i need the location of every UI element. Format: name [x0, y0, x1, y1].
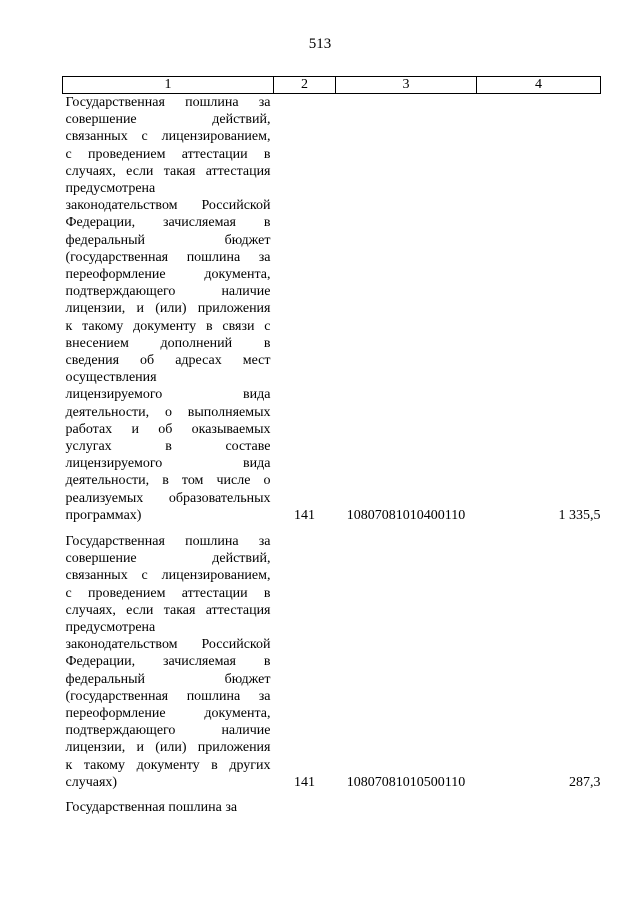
description-line: федеральный бюджет	[65, 671, 271, 687]
column-header-4: 4	[477, 77, 601, 94]
description-line: переоформление документа,	[65, 267, 271, 283]
description-line: внесением дополнений в	[65, 335, 271, 351]
table-row	[63, 524, 601, 791]
column-header-2: 2	[274, 77, 336, 94]
description-line: к такому документу в других	[65, 757, 271, 773]
description-line: лицензируемого вида	[65, 387, 271, 403]
column-header-1: 1	[63, 77, 274, 94]
description-line: законодательством Российской	[65, 198, 271, 214]
table-row	[63, 94, 601, 525]
description-line: реализуемых образовательных	[65, 490, 271, 506]
description-line: сведения об адресах мест	[65, 353, 271, 369]
description-line: Федерации, зачисляемая в	[65, 654, 271, 670]
description-line: Государственная пошлина за	[65, 534, 271, 550]
row-admin-code: 141	[294, 507, 315, 523]
table-header-row	[63, 77, 601, 94]
row-amount	[477, 791, 601, 816]
description-line: предусмотрена	[65, 620, 156, 636]
row-admin-code	[274, 791, 336, 816]
description-line: услугах в составе	[65, 439, 271, 455]
description-line: осуществления	[65, 370, 157, 386]
description-line: лицензируемого вида	[65, 456, 271, 472]
row-description	[63, 94, 274, 525]
description-line: законодательством Российской	[65, 637, 271, 653]
row-kbk-code: 10807081010500110	[346, 774, 466, 790]
table-row	[63, 791, 601, 816]
description-line: случаях, если такая аттестация	[65, 602, 271, 618]
description-line: деятельности, о выполняемых	[65, 404, 271, 420]
description-line: деятельности, в том числе о	[65, 473, 271, 489]
description-line: совершение действий,	[65, 551, 271, 567]
row-description	[63, 791, 274, 816]
description-line: (государственная пошлина за	[65, 249, 271, 265]
description-line: работах и об оказываемых	[65, 421, 271, 437]
description-line: Государственная пошлина за	[65, 95, 271, 110]
budget-table	[62, 76, 601, 816]
description-line: совершение действий,	[65, 112, 271, 128]
row-admin-code: 141	[294, 774, 315, 790]
description-line: предусмотрена	[65, 181, 156, 197]
description-line: Федерации, зачисляемая в	[65, 215, 271, 231]
description-line: (государственная пошлина за	[65, 688, 271, 704]
description-line: лицензии, и (или) приложения	[65, 740, 271, 756]
description-line: лицензии, и (или) приложения	[65, 301, 271, 317]
row-amount: 287,3	[569, 774, 601, 790]
description-line: Государственная пошлина за	[65, 800, 238, 816]
description-line: с проведением аттестации в	[65, 146, 271, 162]
description-line: к такому документу в связи с	[65, 318, 271, 334]
row-kbk-code: 10807081010400110	[346, 507, 466, 523]
description-line: случаях, если такая аттестация	[65, 163, 271, 179]
description-line: с проведением аттестации в	[65, 585, 271, 601]
page-number: 513	[308, 36, 332, 52]
description-line: федеральный бюджет	[65, 232, 271, 248]
description-line: подтверждающего наличие	[65, 284, 271, 300]
row-amount: 1 335,5	[558, 507, 601, 523]
row-description	[63, 524, 274, 791]
description-line: связанных с лицензированием,	[65, 129, 271, 145]
description-line: переоформление документа,	[65, 706, 271, 722]
description-line: связанных с лицензированием,	[65, 568, 271, 584]
row-kbk-code	[336, 791, 477, 816]
description-line: случаях)	[65, 774, 118, 790]
column-header-3: 3	[336, 77, 477, 94]
description-line: подтверждающего наличие	[65, 723, 271, 739]
description-line: программах)	[65, 507, 142, 523]
